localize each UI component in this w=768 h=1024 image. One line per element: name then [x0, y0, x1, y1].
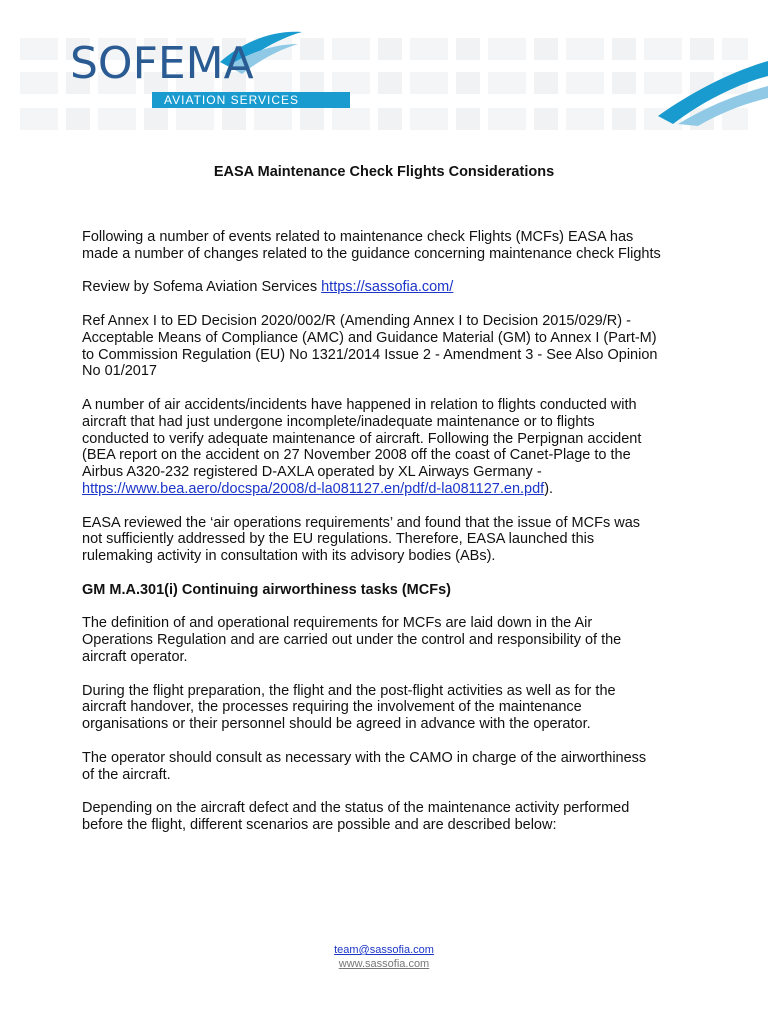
document-body: [82, 229, 662, 850]
document-title: EASA Maintenance Check Flights Considerations: [213, 164, 555, 180]
logo-subtitle: AVIATION SERVICES: [152, 92, 350, 108]
page-footer: [0, 943, 768, 971]
easa-review-paragraph: EASA reviewed the ‘air operations requirements’ and found that the issue of MCFs was not sufficiently addressed by the EU regulations. Therefore, EASA launched this rulemaking activity in consultation with its advisory bodies (ABs).: [82, 514, 641, 565]
corner-swoosh-icon: [658, 56, 768, 126]
reference-paragraph: Ref Annex I to ED Decision 2020/002/R (Amending Annex I to Decision 2015/029/R) - Acceptable Means of Compliance (AMC) and Guidance Material (GM) to Annex I (Part-M) to Commission Regulation (EU) No 1321/2014 Issue 2 - Amendment 3 - See Also Opinion No 01/2017: [82, 312, 658, 380]
section-heading: GM M.A.301(i) Continuing airworthiness tasks (MCFs): [82, 581, 451, 598]
definition-paragraph: The definition of and operational requirements for MCFs are laid down in the Air Operations Regulation and are carried out under the control and responsibility of the aircraft operator.: [82, 615, 622, 665]
footer-email-link[interactable]: team@sassofia.com: [334, 944, 434, 956]
accidents-suffix: ).: [544, 480, 554, 497]
intro-paragraph: Following a number of events related to maintenance check Flights (MCFs) EASA has made a number of changes related to the guidance concerning maintenance check Flights: [82, 229, 661, 262]
sofema-logo: [70, 22, 310, 107]
flight-preparation-paragraph: During the flight preparation, the flight and the post-flight activities as well as for the aircraft handover, the processes requiring the involvement of the maintenance organisations or their personnel should be agreed in advance with the operator.: [82, 682, 616, 733]
review-paragraph: [82, 279, 662, 296]
logo-wordmark: SOFEMA: [70, 38, 254, 89]
accidents-text: A number of air accidents/incidents have happened in relation to flights conducted with aircraft that had just undergone incomplete/inadequate maintenance or to flights conducted to verify adequate maintenance of aircraft. Following the Perpignan accident (BEA report on the accident on 27 November 2008 off the coast of Canet-Plage to the Airbus A320-232 registered D-AXLA operated by XL Airways Germany -: [82, 396, 642, 481]
footer-website-link[interactable]: www.sassofia.com: [338, 958, 430, 970]
accidents-paragraph: [82, 397, 662, 498]
bea-report-link[interactable]: https://www.bea.aero/docspa/2008/d-la081127.en/pdf/d-la081127.en.pdf: [82, 480, 545, 497]
camo-paragraph: The operator should consult as necessary with the CAMO in charge of the airworthiness of the aircraft.: [82, 749, 647, 783]
sassofia-link[interactable]: https://sassofia.com/: [321, 279, 454, 296]
review-text: Review by Sofema Aviation Services: [82, 279, 322, 296]
scenarios-paragraph: Depending on the aircraft defect and the status of the maintenance activity performed before the flight, different scenarios are possible and are described below:: [82, 800, 630, 833]
